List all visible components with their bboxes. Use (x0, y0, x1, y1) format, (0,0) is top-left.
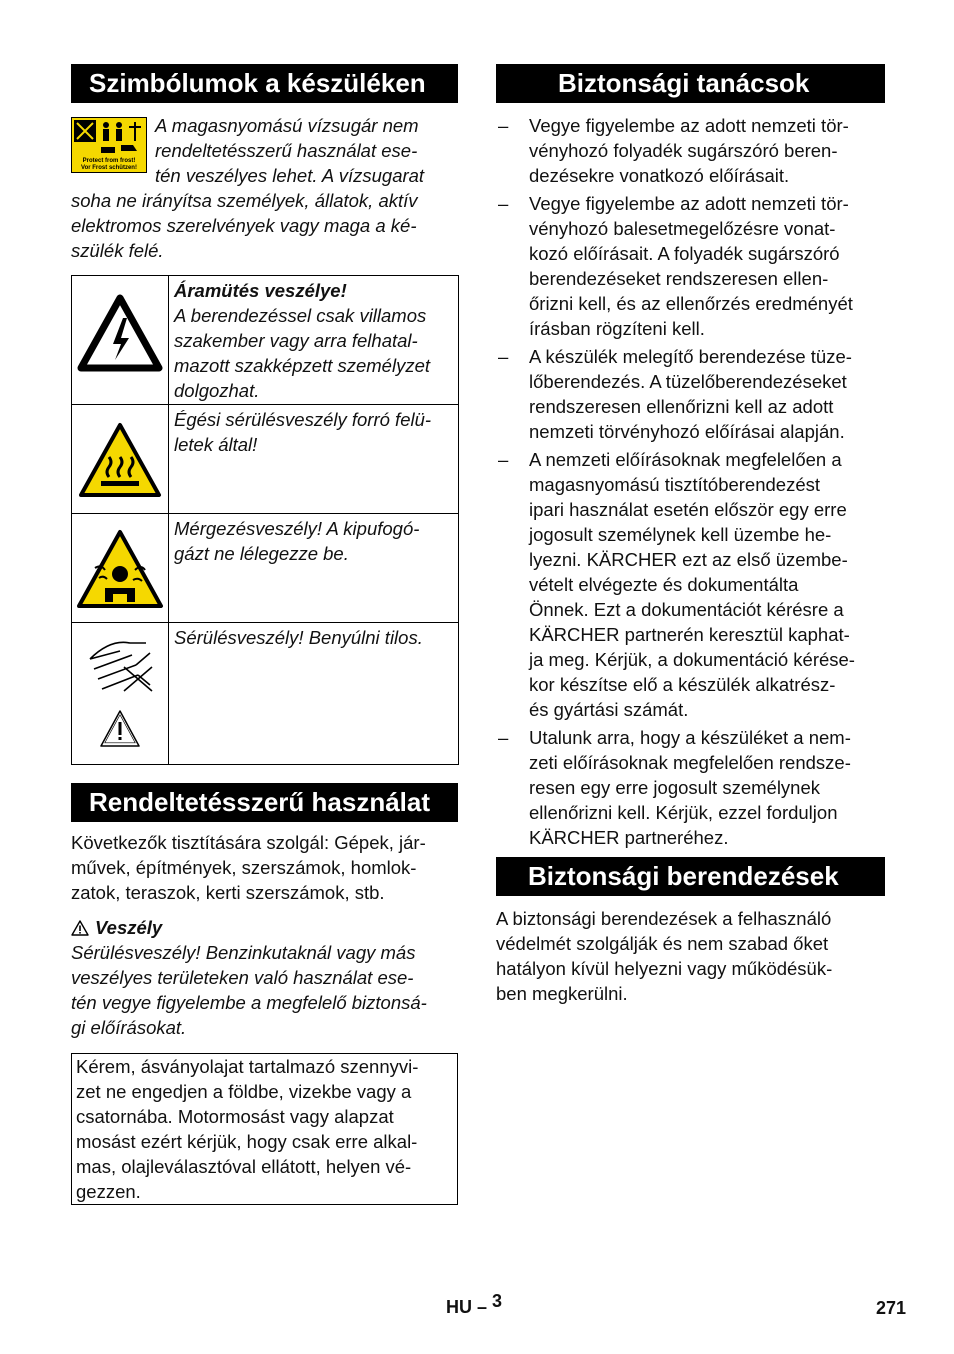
box-line: mas, olajleválasztóval ellátott, helyen vé- (76, 1156, 412, 1177)
footer-language-page (446, 1291, 503, 1318)
symbol-text: dolgozhat. (174, 380, 260, 401)
safety-item-line: Önnek. Ezt a dokumentációt kérésre a (529, 599, 844, 620)
danger-label: Veszély (95, 917, 163, 938)
safety-item-line: lőberendezés. A tüzelőberendezéseket (529, 371, 847, 392)
intro-line: elektromos szerelvények vagy maga a ké- (71, 215, 417, 236)
safety-item-line: KÄRCHER partneréhez. (529, 827, 729, 848)
usage-line: Következők tisztítására szolgál: Gépek, jár- (71, 832, 426, 853)
symbol-text: szakember vagy arra felhatal- (174, 330, 418, 351)
safety-item-line: zeti előírásoknak megfelelően rendsze- (529, 752, 851, 773)
warning-triangle-icon (71, 920, 89, 936)
safety-item-line: Utalunk arra, hogy a készüléket a nem- (529, 727, 851, 748)
usage-line: zatok, teraszok, kerti szerszámok, stb. (71, 882, 385, 903)
safety-item-line: A nemzeti előírásoknak megfelelően a (529, 449, 842, 470)
symbol-row (72, 276, 459, 405)
safety-item-line: rendszeresen ellenőrizni kell az adott (529, 396, 834, 417)
box-line: gezzen. (76, 1181, 141, 1202)
safety-item-line: Vegye figyelembe az adott nemzeti tör- (529, 193, 849, 214)
box-line: csatornába. Motormosást vagy alapzat (76, 1106, 394, 1127)
danger-line: Sérülésveszély! Benzinkutaknál vagy más (71, 942, 416, 963)
environment-notice-box (71, 1053, 458, 1205)
footer-lang: HU (446, 1297, 472, 1317)
dash-bullet: – (498, 449, 509, 470)
safety-item-line: kozó előírásait. A folyadék sugárszóró (529, 243, 840, 264)
devices-heading: Biztonsági berendezések (496, 857, 885, 896)
devices-line: A biztonsági berendezések a felhasználó (496, 908, 832, 929)
dash-bullet: – (498, 346, 509, 367)
box-line: mosást ezért kérjük, hogy csak erre alkal- (76, 1131, 418, 1152)
badge-line-2: Vor Frost schützen! (81, 165, 137, 171)
dash-bullet: – (498, 193, 509, 214)
safety-item-line: vényhozó balesetmegelőzésre vonat- (529, 218, 836, 239)
electric-shock-warning-icon (77, 294, 163, 374)
hot-surface-warning-icon (77, 421, 163, 501)
safety-item-line: vételt elvégezte és dokumentálta (529, 574, 799, 595)
intro-line: A magasnyomású vízsugár nem (155, 115, 419, 136)
safety-item-line: resen egy erre jogosult személynek (529, 777, 821, 798)
toxic-exhaust-warning-icon (75, 528, 165, 612)
safety-item-line: ipari használat esetén először egy erre (529, 499, 847, 520)
symbol-row (72, 623, 459, 765)
safety-list (496, 113, 885, 850)
symbol-text: Sérülésveszély! Benyúlni tilos. (174, 627, 423, 648)
box-line: zet ne engedjen a földbe, vizekbe vagy a (76, 1081, 412, 1102)
badge-line-1: Protect from frost! (82, 158, 136, 164)
usage-text (71, 830, 458, 905)
safety-item-line: dezésekre vonatkozó előírásait. (529, 165, 790, 186)
safety-item-line: berendezéseket rendszeresen ellen- (529, 268, 829, 289)
danger-title (71, 915, 458, 940)
symbol-text: gázt ne lélegezze be. (174, 543, 349, 564)
footer-dash: – (477, 1297, 488, 1317)
intro-block (71, 113, 458, 263)
safety-item-line: őrizni kell, és az ellenőrzés eredményét (529, 293, 853, 314)
safety-item-line: ja meg. Kérjük, a dokumentáció kérése- (529, 649, 855, 670)
intro-line: tén veszélyes lehet. A vízsugarat (155, 165, 425, 186)
left-column (71, 64, 458, 1205)
intro-line: szülék felé. (71, 240, 164, 261)
safety-item-line: jogosult személynek kell üzembe he- (529, 524, 832, 545)
page-number: 271 (876, 1298, 907, 1318)
symbol-text: letek által! (174, 434, 258, 455)
usage-heading: Rendeltetésszerű használat (71, 783, 458, 822)
devices-line: hatályon kívül helyezni vagy működésük- (496, 958, 833, 979)
safety-item-line: kor készítse elő a készülék alkatrész- (529, 674, 836, 695)
safety-item-line: lyezni. KÄRCHER ezt az első üzembe- (529, 549, 848, 570)
box-line: Kérem, ásványolajat tartalmazó szennyvi- (76, 1056, 419, 1077)
devices-line: ben megkerülni. (496, 983, 628, 1004)
symbol-text: Égési sérülésveszély forró felü- (174, 409, 432, 430)
safety-item (496, 113, 885, 188)
safety-item-line: ellenőrizni kell. Kérjük, ezzel forduljon (529, 802, 838, 823)
no-reaching-in-hand-icon (80, 629, 160, 699)
dash-bullet: – (498, 727, 509, 748)
safety-item (496, 725, 885, 850)
right-column (496, 64, 885, 1006)
symbol-title: Áramütés veszélye! (174, 280, 347, 301)
symbol-text: A berendezéssel csak villamos (174, 305, 427, 326)
danger-line: tén vegye figyelembe a megfelelő biztonsá- (71, 992, 427, 1013)
intro-line: soha ne irányítsa személyek, állatok, aktív (71, 190, 418, 211)
devices-text (496, 906, 885, 1006)
safety-item-line: magasnyomású tisztítóberendezést (529, 474, 821, 495)
intro-line: rendeltetésszerű használat ese- (155, 140, 418, 161)
symbol-text: Mérgezésveszély! A kipufogó- (174, 518, 420, 539)
general-warning-triangle-icon (98, 708, 142, 750)
safety-item (496, 447, 885, 722)
safety-item (496, 191, 885, 341)
danger-text (71, 940, 458, 1040)
symbol-row (72, 405, 459, 514)
usage-line: művek, építmények, szerszámok, homlok- (71, 857, 417, 878)
safety-item-line: és gyártási számát. (529, 699, 689, 720)
footer-local-page: 3 (492, 1291, 503, 1311)
symbol-row (72, 514, 459, 623)
danger-line: gi előírásokat. (71, 1017, 187, 1038)
safety-item-line: írásban rögzíteni kell. (529, 318, 705, 339)
safety-item-line: Vegye figyelembe az adott nemzeti tör- (529, 115, 849, 136)
safety-item-line: A készülék melegítő berendezése tüze- (529, 346, 852, 367)
dash-bullet: – (498, 115, 509, 136)
devices-line: védelmét szolgálják és nem szabad őket (496, 933, 829, 954)
frost-warning-badge-icon (71, 117, 147, 173)
safety-item (496, 344, 885, 444)
danger-line: veszélyes területeken való használat ese- (71, 967, 414, 988)
symbol-text: mazott szakképzett személyzet (174, 355, 431, 376)
safety-item-line: KÄRCHER partnerén keresztül kaphat- (529, 624, 850, 645)
safety-item-line: vényhozó folyadék sugárszóró beren- (529, 140, 838, 161)
safety-heading: Biztonsági tanácsok (496, 64, 885, 103)
symbols-heading: Szimbólumok a készüléken (71, 64, 458, 103)
safety-item-line: nemzeti törvényhozó előírásai alapján. (529, 421, 845, 442)
symbols-table (71, 275, 459, 765)
